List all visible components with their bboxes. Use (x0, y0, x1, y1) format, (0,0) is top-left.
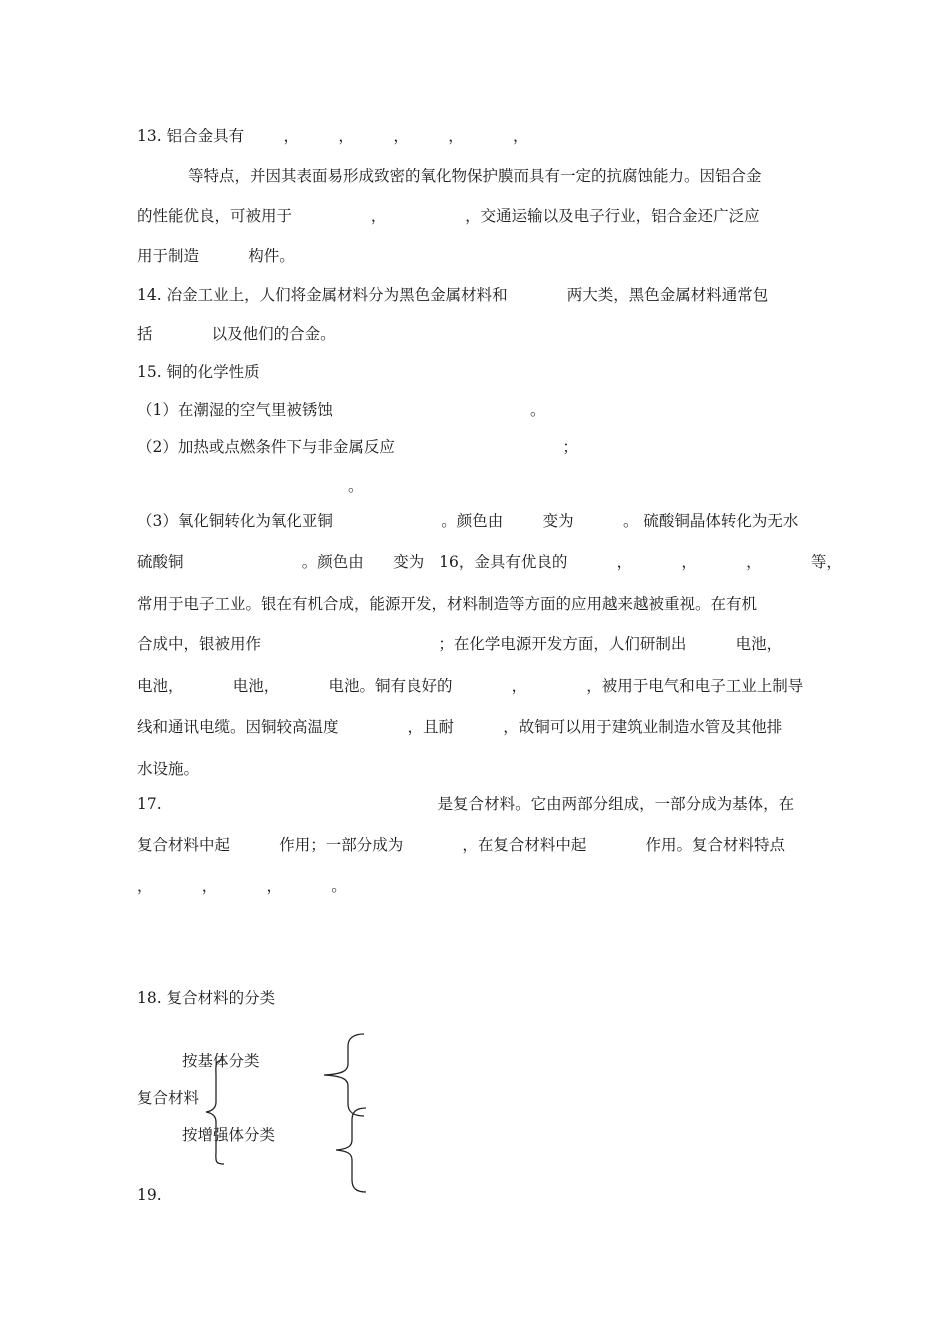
classification-by-matrix: 按基体分类 (182, 1052, 260, 1070)
q16-cont4: 线和通讯电缆。因铜较高温度 ，且耐 ，故铜可以用于建筑业制造水管及其他排 (137, 718, 783, 736)
q17-line3: ， ， ， 。 (137, 877, 347, 895)
q13-line4: 用于制造 构件。 (137, 247, 295, 265)
classification-root: 复合材料 (137, 1089, 200, 1107)
q15-item2: （2）加热或点燃条件下与非金属反应 ； (137, 438, 578, 456)
q16-cont1: 常用于电子工业。银在有机合成，能源开发，材料制造等方面的应用越来越被重视。在有机 (137, 595, 758, 613)
q13-line2: 等特点，并因其表面易形成致密的氧化物保护膜而具有一定的抗腐蚀能力。因铝合金 (188, 167, 762, 185)
q15-item2b: 。 (348, 477, 364, 495)
classification-by-reinforcement: 按增强体分类 (182, 1126, 276, 1144)
q13-line3: 的性能优良，可被用于 ， ，交通运输以及电子行业，铝合金还广泛应 (137, 207, 760, 225)
lower-right-brace-icon (330, 1104, 370, 1196)
q14-line1: 14. 冶金工业上，人们将金属材料分为黑色金属材料和 两大类，黑色金属材料通常包 (137, 286, 769, 304)
q16-cont2: 合成中，银被用作 ；在化学电源开发方面，人们研制出 电池， (137, 635, 783, 653)
q14-line2: 括 以及他们的合金。 (137, 325, 336, 343)
q17-line2: 复合材料中起 作用；一部分成为 ，在复合材料中起 作用。复合材料特点 (137, 836, 786, 854)
q18-title: 18. 复合材料的分类 (137, 989, 276, 1007)
q15-item3a: （3）氧化铜转化为氧化亚铜 。颜色由 变为 。 硫酸铜晶体转化为无水 (137, 512, 799, 530)
q16-cont5: 水设施。 (137, 760, 200, 778)
q19-title: 19. (137, 1186, 162, 1204)
q15-item3b: 硫酸铜 。颜色由 变为 16，金具有优良的 ， ， ， 等， (137, 553, 842, 571)
q13-line1: 13. 铝合金具有 ， ， ， ， ， (137, 127, 529, 145)
q17-line1: 17. 是复合材料。它由两部分组成，一部分成为基体，在 (137, 795, 795, 813)
q16-cont3: 电池， 电池， 电池。铜有良好的 ， ，被用于电气和电子工业上制导 (137, 677, 804, 695)
q15-item1: （1）在潮湿的空气里被锈蚀 。 (137, 401, 546, 419)
q15-title: 15. 铜的化学性质 (137, 363, 260, 381)
left-brace-icon (200, 1058, 230, 1166)
